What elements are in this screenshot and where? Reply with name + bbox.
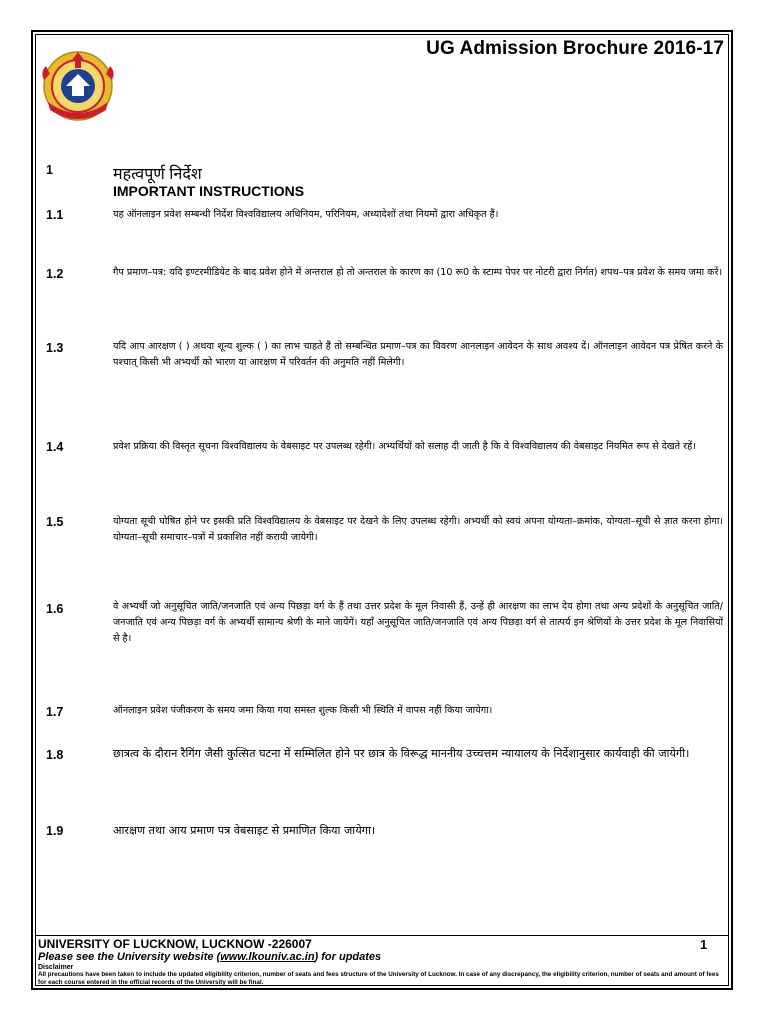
instruction-text: छात्रत्व के दौरान रैगिंग जैसी कुत्सित घटना में सम्मिलित होने पर छात्र के विरूद्ध माननीय उच्चत्तम न्यायालय के निर्देशानुसार कार्यवाही की जायेगी।: [113, 747, 690, 760]
disclaimer-text: All precautions have been taken to include the updated eligibility criterion, number of seats and fees structure of the University of Lucknow. In case of any discrepancy, the eligibility criterion, number of seats and amount of fees for each course entered in the official records of the University will be final.: [38, 971, 719, 986]
item-number: 1.6: [46, 602, 64, 616]
brochure-title: UG Admission Brochure 2016-17: [426, 38, 724, 59]
footer-university: UNIVERSITY OF LUCKNOW, LUCKNOW -226007: [38, 937, 312, 951]
instruction-text: यह ऑनलाइन प्रवेश सम्बन्धी निर्देश विश्वविद्यालय अधिनियम, परिनियम, अध्यादेशों तथा नियमों द्वारा अधिकृत हैं।: [113, 209, 499, 220]
disclaimer-title: Disclaimer: [38, 964, 74, 971]
instruction-text: यदि आप आरक्षण ( ) अथवा शून्य शुल्क ( ) का लाभ चाहते हैं तो सम्बन्धित प्रमाण–पत्र का विवरण आनलाइन आवेदन के साथ अवश्य दें। ऑनलाइन आवेदन पत्र प्रेषित करने के पश्चात् किसी भी अभ्यर्थी को भारण या आरक्षण में परिवर्तन की अनुमति नहीं मिलेगी।: [113, 341, 723, 368]
item-number: 1.5: [46, 515, 64, 529]
instruction-text: गैप प्रमाण–पत्र: यदि इण्टरमीडियेट के बाद प्रवेश होने में अन्तराल हो तो अन्तराल के कारण का (10 रू0 के स्टाम्प पेपर पर नोटरी द्वारा निर्गत) शपथ–पत्र प्रवेश के समय जमा करें।: [113, 267, 723, 278]
item-number: 1.4: [46, 440, 64, 454]
instruction-text: वे अभ्यर्थी जो अनुसूचित जाति/जनजाति एवं अन्य पिछड़ा वर्ग के हैं तथा उत्तर प्रदेश के मूल निवासी हैं, उन्हें ही आरक्षण का लाभ देय होगा तथा अन्य प्रदेशों के अनुसूचित जाति/जनजाति एवं अन्य पिछड़ा वर्ग के अभ्यर्थी सामान्य श्रेणी के माने जायेंगें। यहाँ अनुसूचित जाति/जनजाति एवं अन्य पिछड़ा वर्ग से तात्पर्य इन श्रेणियों के उत्तर प्रदेश के मूल निवासियों से है।: [113, 601, 723, 644]
footer-divider: [36, 935, 729, 936]
item-number: 1.9: [46, 824, 64, 838]
item-number: 1.7: [46, 705, 64, 719]
item-number: 1.8: [46, 748, 64, 762]
instruction-text: ऑनलाइन प्रवेश पंजीकरण के समय जमा किया गया समस्त शुल्क किसी भी स्थिति में वापस नहीं किया जायेगा।: [113, 705, 493, 716]
section-number: 1: [46, 163, 53, 177]
footer-note: [38, 951, 381, 963]
item-number: 1.1: [46, 208, 64, 222]
footer-note-suffix: ) for updates: [314, 951, 382, 963]
footer-note-prefix: Please see the University website (: [38, 951, 221, 963]
item-number: 1.2: [46, 267, 64, 281]
section-heading-hindi: महत्वपूर्ण निर्देश: [113, 166, 202, 183]
website-link[interactable]: www.lkouniv.ac.in: [220, 951, 315, 963]
item-number: 1.3: [46, 341, 64, 355]
instruction-text: योग्यता सूची घोषित होने पर इसकी प्रति विश्वविद्यालय के वेबसाइट पर देखने के लिए उपलब्ध रहेगी। अभ्यर्थी को स्वयं अपना योग्यता–क्रमांक, योग्यता–सूची से ज्ञात करना होगा। योग्यता–सूची समाचार–पत्रों में प्रकाशित नहीं करायी जायेगी।: [113, 516, 723, 543]
university-crest-icon: [36, 40, 120, 124]
page-number: 1: [700, 937, 708, 952]
instruction-text: प्रवेश प्रक्रिया की विस्तृत सूचना विश्वविद्यालय के वेबसाइट पर उपलब्ध रहेगी। अभ्यर्थियों को सलाह दी जाती है कि वे विश्वविद्यालय की वेबसाइट नियमित रूप से देखते रहें।: [113, 441, 696, 452]
section-heading-english: IMPORTANT INSTRUCTIONS: [113, 183, 305, 199]
instruction-text: आरक्षण तथा आय प्रमाण पत्र वेबसाइट से प्रमाणित किया जायेगा।: [113, 824, 376, 837]
